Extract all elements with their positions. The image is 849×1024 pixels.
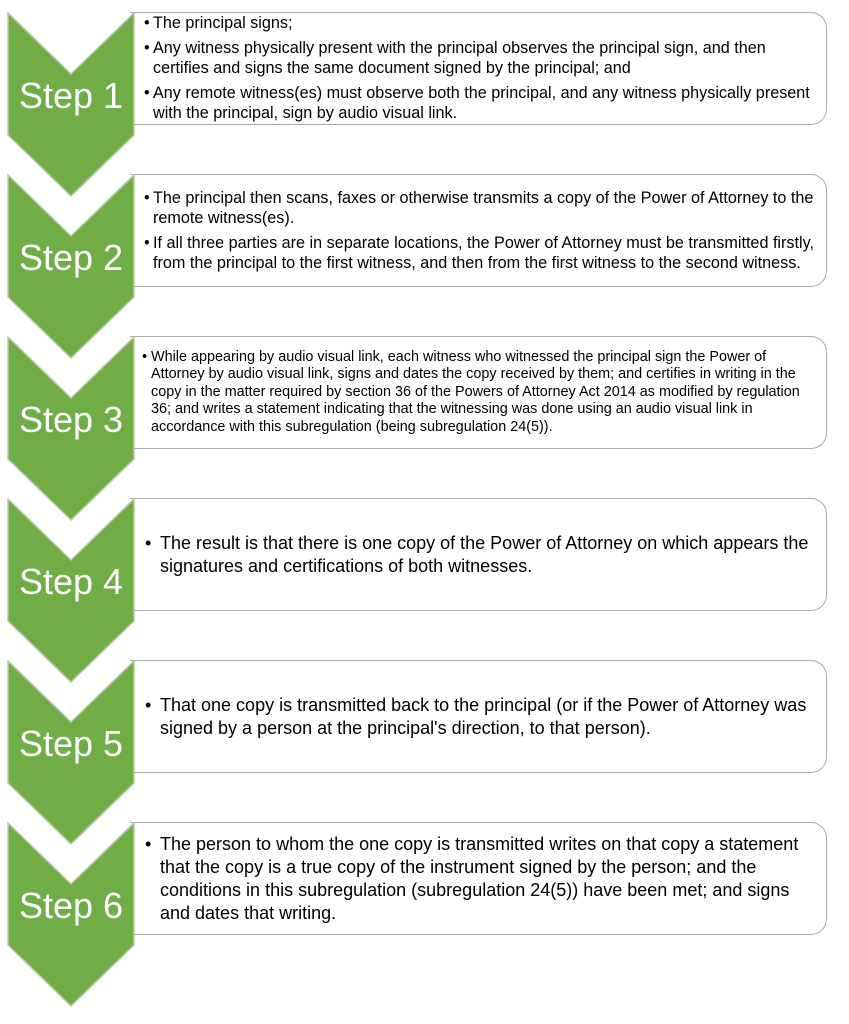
step-1-bullet-3: • Any remote witness(es) must observe both the principal, and any witness physically present with the principal, sign by audio visual link.: [144, 83, 818, 124]
step-3-label: Step 3: [18, 399, 124, 440]
step-2-bullet-1: • The principal then scans, faxes or otherwise transmits a copy of the Power of Attorney to the remote witness(es).: [144, 188, 818, 229]
step-4-text-box: [130, 498, 827, 611]
step-2-bullet-2: • If all three parties are in separate locations, the Power of Attorney must be transmitted firstly, from the principal to the first witness, and then from the first witness to the second witness.: [144, 233, 818, 274]
step-5-label: Step 5: [18, 723, 124, 764]
step-4-bullet-1: • The result is that there is one copy of the Power of Attorney on which appears the signatures and certifications of both witnesses.: [144, 532, 818, 578]
step-5-bullet-1: • That one copy is transmitted back to the principal (or if the Power of Attorney was signed by a person at the principal's direction, to that person).: [144, 694, 818, 740]
step-6-label: Step 6: [18, 885, 124, 926]
step-6-text-box: [130, 822, 827, 935]
step-2-label: Step 2: [18, 237, 124, 278]
step-3-text-box: [130, 336, 827, 449]
step-2-text-box: [130, 174, 827, 287]
step-5-text-box: [130, 660, 827, 773]
step-1-bullet-2: • Any witness physically present with the principal observes the principal sign, and then certifies and signs the same document signed by the principal; and: [144, 38, 818, 79]
step-1-bullet-1: • The principal signs;: [144, 13, 818, 34]
step-6-bullet-1: • The person to whom the one copy is transmitted writes on that copy a statement that the copy is a true copy of the instrument signed by the person; and the conditions in this subregulation (subregulation 24(5)) have been met; and signs and dates that writing.: [144, 833, 818, 925]
step-3-bullet-1: • While appearing by audio visual link, each witness who witnessed the principal sign the Power of Attorney by audio visual link, signs and dates the copy received by them; and certifies in writing in the copy in the matter required by section 36 of the Powers of Attorney Act 2014 as modified by regulation 36; and writes a statement indicating that the witnessing was done using an audio visual link in accordance with this subregulation (being subregulation 24(5)).: [142, 349, 818, 437]
step-1-label: Step 1: [18, 75, 124, 116]
step-1-text-box: [130, 12, 827, 125]
step-4-label: Step 4: [18, 561, 124, 602]
step-6: [0, 822, 849, 1012]
